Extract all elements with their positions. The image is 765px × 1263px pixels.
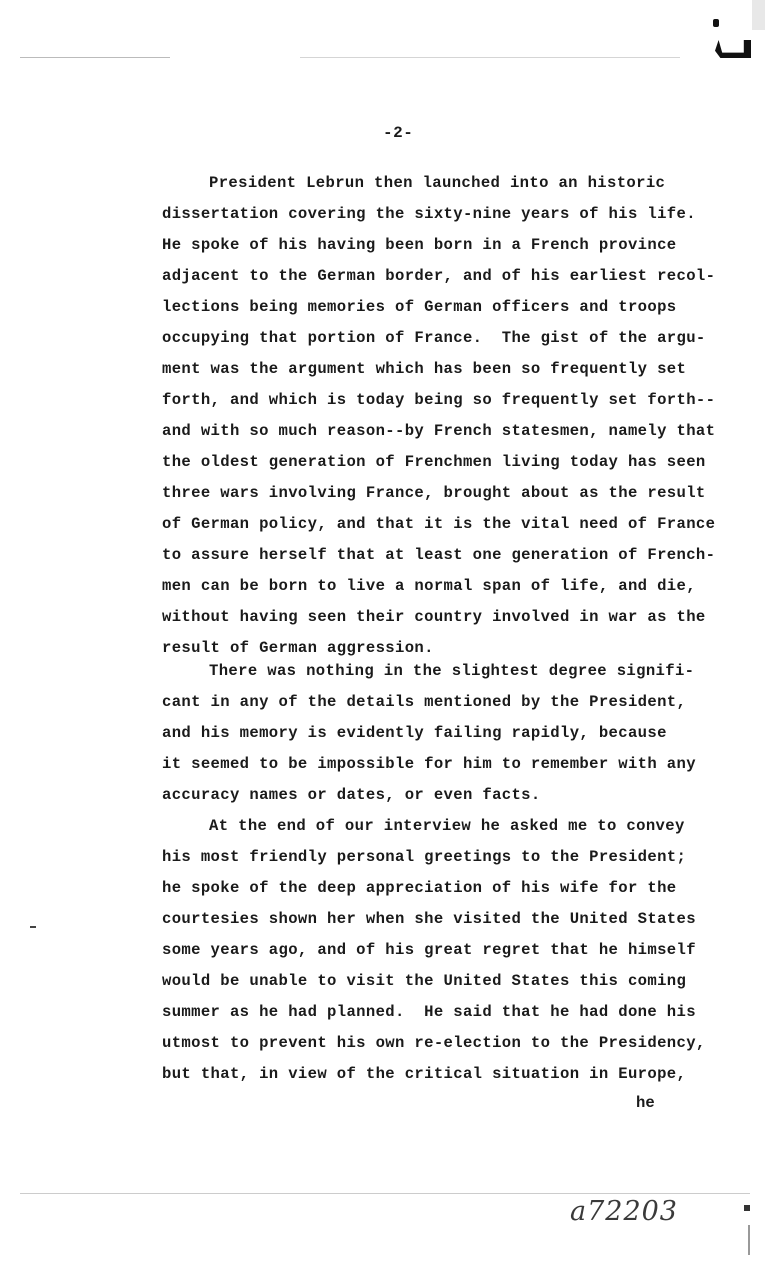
text-line: and his memory is evidently failing rapidly, because: [162, 724, 667, 742]
text-line: summer as he had planned. He said that he had done his: [162, 1003, 696, 1021]
text-line: forth, and which is today being so frequently set forth--: [162, 391, 716, 409]
text-line: three wars involving France, brought about as the result: [162, 484, 706, 502]
text-line: it seemed to be impossible for him to remember with any: [162, 755, 696, 773]
text-line: courtesies shown her when she visited the United States: [162, 910, 696, 928]
scan-mark-bottom: [744, 1205, 750, 1211]
text-line: and with so much reason--by French statesmen, namely that: [162, 422, 716, 440]
text-line: adjacent to the German border, and of his earliest recol-: [162, 267, 716, 285]
text-line: occupying that portion of France. The gist of the argu-: [162, 329, 706, 347]
text-line: he spoke of the deep appreciation of his wife for the: [162, 879, 677, 897]
text-line: ment was the argument which has been so frequently set: [162, 360, 687, 378]
text-line: to assure herself that at least one generation of French-: [162, 546, 716, 564]
text-line: the oldest generation of Frenchmen living today has seen: [162, 453, 706, 471]
text-line: cant in any of the details mentioned by the President,: [162, 693, 687, 711]
text-line: result of German aggression.: [162, 639, 434, 657]
text-line: lections being memories of German officers and troops: [162, 298, 677, 316]
text-line: President Lebrun then launched into an historic: [209, 174, 666, 192]
text-line: but that, in view of the critical situation in Europe,: [162, 1065, 687, 1083]
text-line: without having seen their country involved in war as the: [162, 608, 706, 626]
text-line: accuracy names or dates, or even facts.: [162, 786, 541, 804]
text-line: his most friendly personal greetings to the President;: [162, 848, 687, 866]
text-line: some years ago, and of his great regret that he himself: [162, 941, 696, 959]
paragraph-2: [162, 656, 722, 811]
text-line: He spoke of his having been born in a French province: [162, 236, 677, 254]
scan-rule-top: [20, 57, 170, 58]
continuation-catchword: he: [636, 1094, 655, 1112]
paragraph-1: [162, 168, 722, 664]
page-number: -2-: [383, 124, 414, 142]
text-line: men can be born to live a normal span of life, and die,: [162, 577, 696, 595]
scan-mark-top: [713, 19, 719, 27]
text-line: would be unable to visit the United States this coming: [162, 972, 687, 990]
text-line: dissertation covering the sixty-nine years of his life.: [162, 205, 696, 223]
text-line: At the end of our interview he asked me to convey: [209, 817, 685, 835]
scan-corner-mark: [715, 40, 751, 58]
scan-rule-bottom: [20, 1193, 750, 1194]
scan-rule-top-right: [300, 57, 680, 58]
scan-edge-shadow: [752, 0, 765, 30]
text-line: of German policy, and that it is the vital need of France: [162, 515, 716, 533]
scan-edge-specks: [748, 1225, 750, 1255]
paragraph-3: [162, 811, 722, 1090]
scan-mark-left: [30, 926, 36, 928]
handwritten-reference-number: a72203: [570, 1196, 678, 1227]
text-line: There was nothing in the slightest degree signifi-: [209, 662, 695, 680]
text-line: utmost to prevent his own re-election to the Presidency,: [162, 1034, 706, 1052]
